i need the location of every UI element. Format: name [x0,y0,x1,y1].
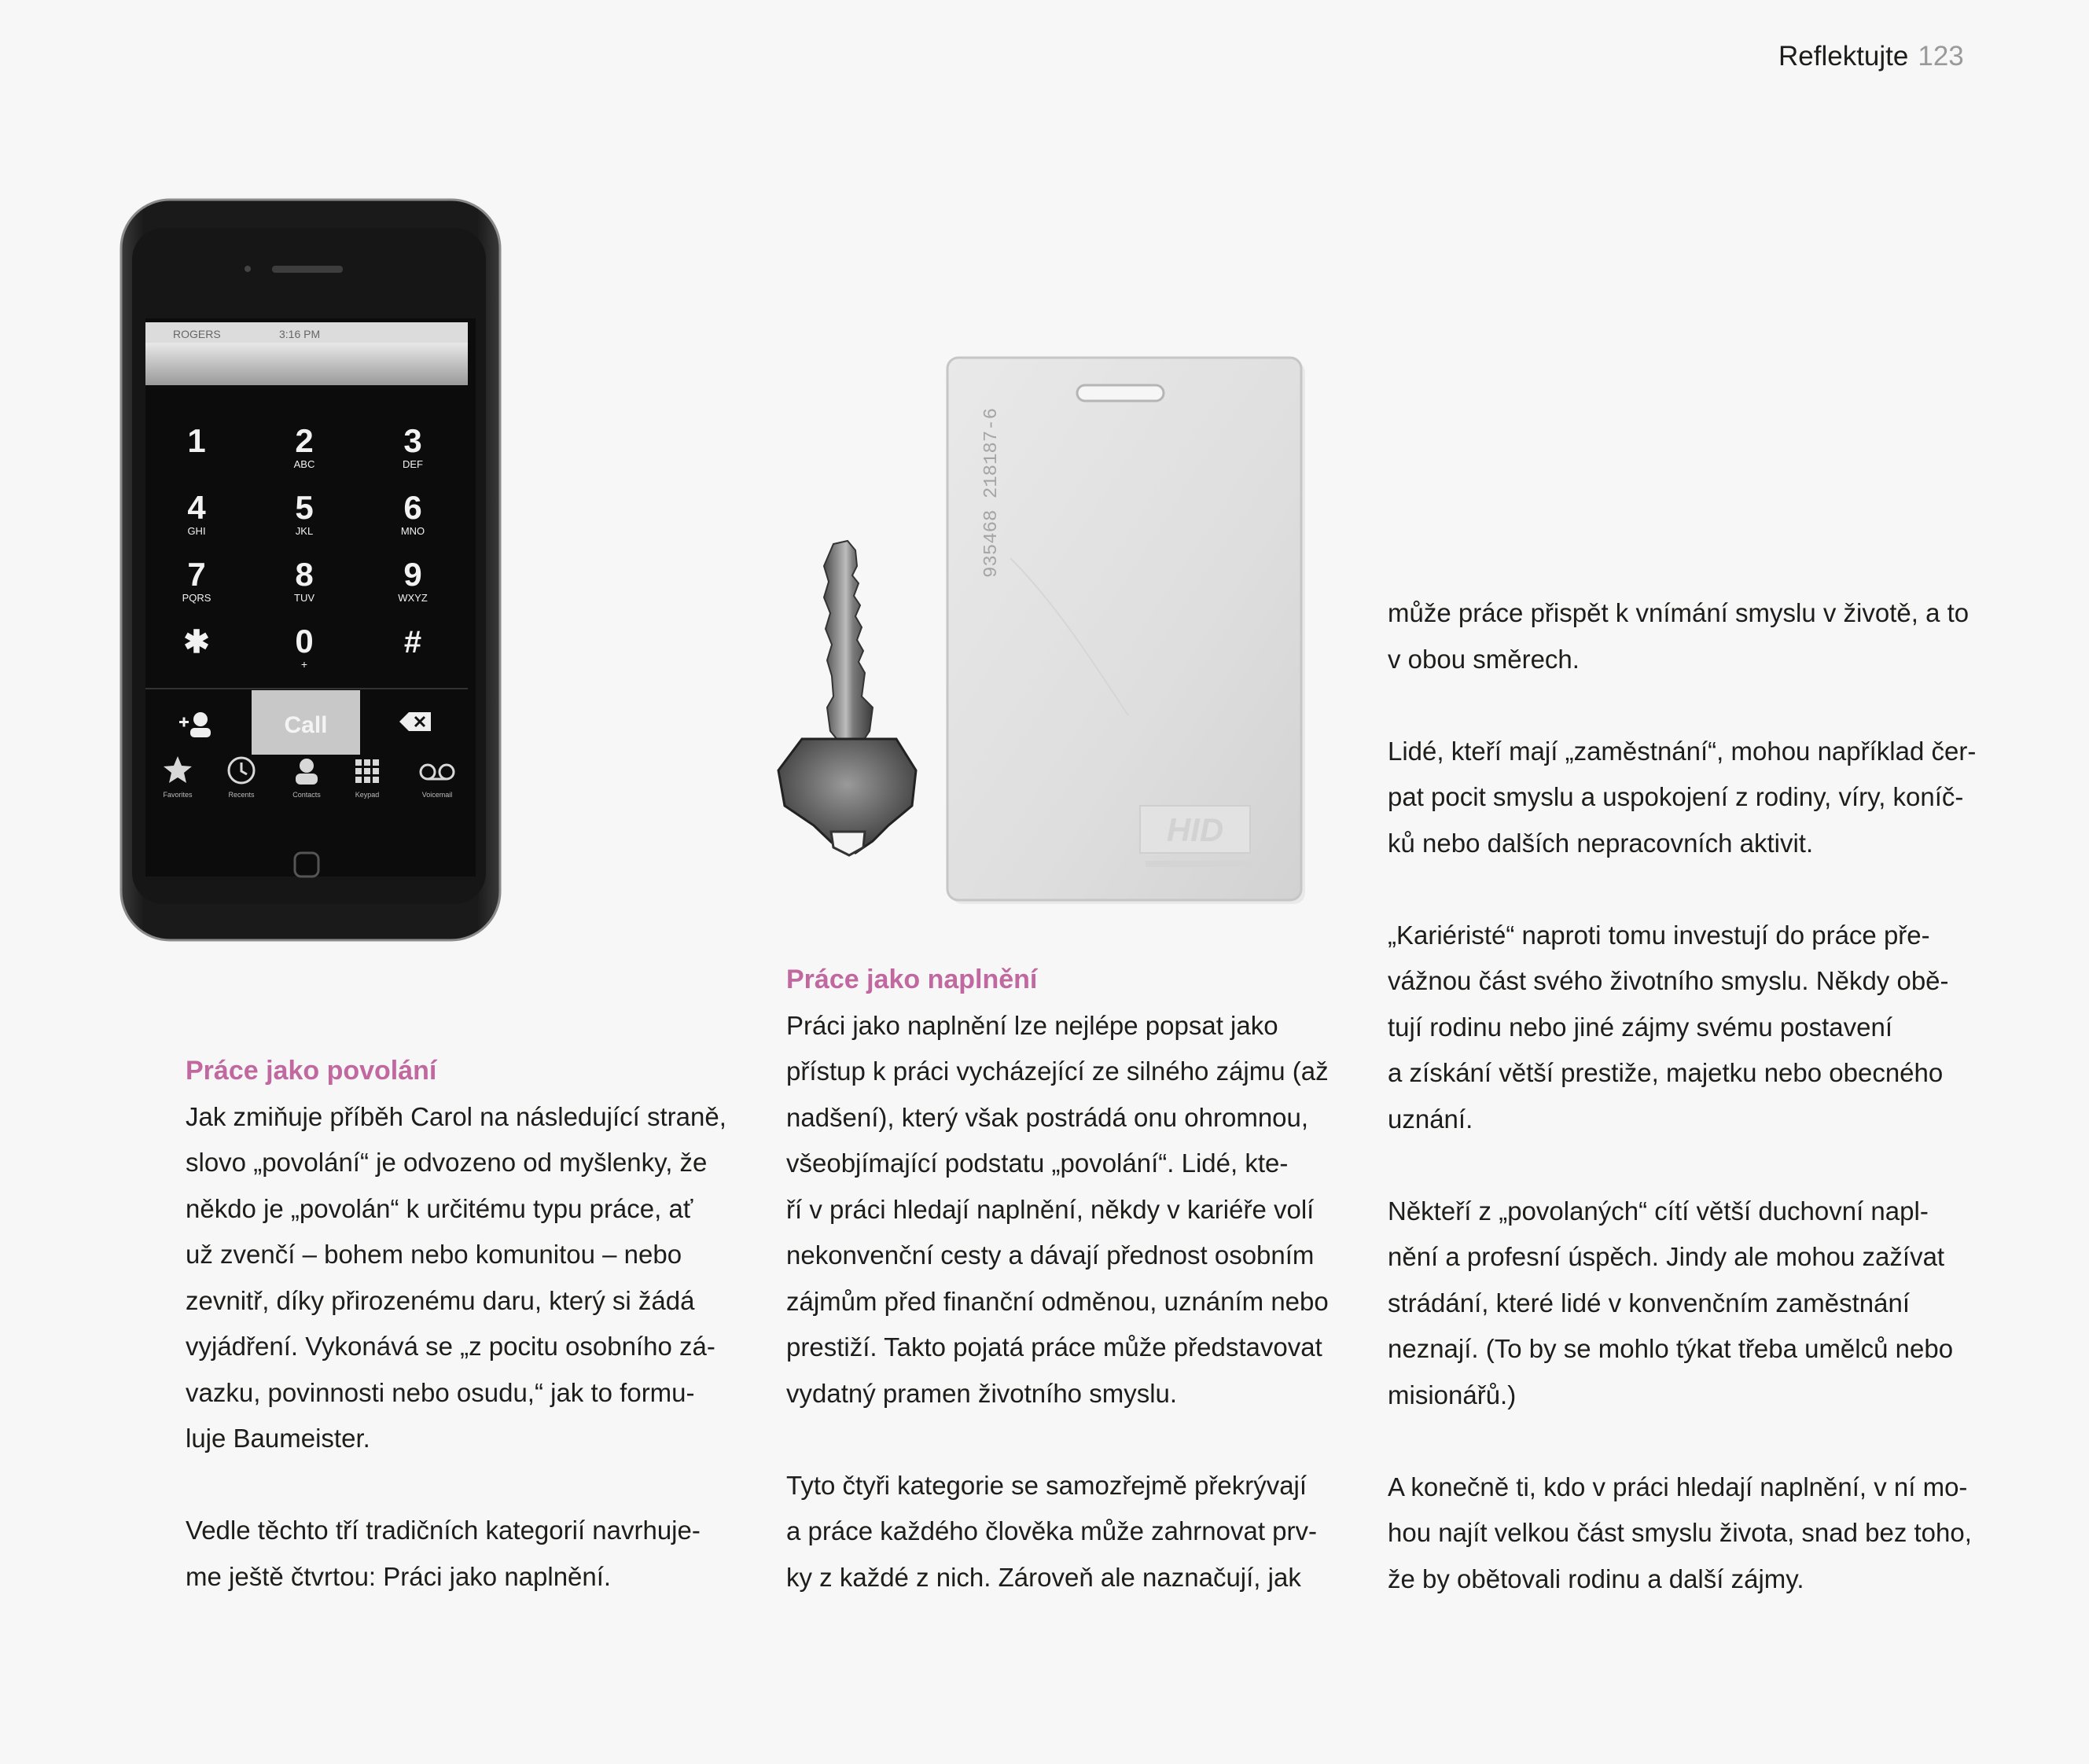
text-line: nadšení), který však postrádá onu ohromnou, [786,1102,1309,1132]
key-letters: MNO [400,525,425,537]
hid-logo-text: HID [1166,811,1224,848]
text-line: a práce každého člověka může zahrnovat prv- [786,1516,1318,1545]
key-digit: 7 [187,556,206,593]
text-line: neznají. (To by se mohlo týkat třeba umělců nebo [1388,1334,1954,1363]
text-line: zevnitř, díky přirozenému daru, který si žádá [186,1285,695,1315]
text-line: Lidé, kteří mají „zaměstnání“, mohou například čer- [1388,736,1977,766]
text-line: Vedle těchto tří tradičních kategorií navrhuje- [186,1516,701,1545]
tab-label: Contacts [292,791,321,799]
key-digit: ✱ [183,625,210,660]
key-digit: 8 [295,556,314,593]
key-letters: + [300,658,308,671]
status-time: 3:16 PM [279,328,321,340]
text-line: že by obětovali rodinu a další zájmy. [1388,1564,1804,1593]
text-line: strádání, které lidé v konvenčním zaměstnání [1388,1288,1910,1317]
key-letters: ABC [293,458,315,470]
text-line: vážnou část svého životního smyslu. Někdy obě- [1388,966,1949,995]
key-letters: WXYZ [398,592,428,604]
card-slot [1077,385,1164,401]
text-line: ků nebo dalších nepracovních aktivit. [1388,828,1814,858]
section-title: Reflektujte [1778,41,1909,72]
column-middle [786,957,1329,1600]
text-line: zájmům před finanční odměnou, uznáním nebo [786,1286,1329,1316]
keypad-tab-icon [355,759,379,783]
tab-label: Recents [228,791,255,799]
text-line: vydatný pramen životního smyslu. [786,1378,1178,1408]
text-line: luje Baumeister. [186,1424,370,1453]
text-line: všeobjímající podstatu „povolání“. Lidé, kte- [786,1148,1289,1178]
text-line: Někteří z „povolaných“ cítí větší duchovní napl- [1388,1196,1929,1226]
section-heading: Práce jako povolání [186,1056,437,1086]
text-line: někdo je „povolán“ k určitému typu práce, ať [186,1193,693,1223]
text-line: vazku, povinnosti nebo osudu,“ jak to formu- [186,1377,695,1407]
key-letters: TUV [294,592,314,604]
status-carrier: ROGERS [173,328,221,340]
key-digit: # [403,625,422,660]
tab-label: Keypad [355,791,380,799]
text-line: a získání větší prestiže, majetku nebo obecného [1388,1058,1944,1087]
text-line: me ještě čtvrtou: Práci jako naplnění. [186,1561,612,1591]
key-digit: 2 [295,422,314,459]
text-line: prestiží. Takto pojatá práce může představovat [786,1332,1322,1362]
section-heading: Práce jako naplnění [786,965,1038,994]
text-line: A konečně ti, kdo v práci hledají naplnění, v ní mo- [1388,1472,1968,1501]
text-line: už zvenčí – bohem nebo komunitou – nebo [186,1240,682,1269]
key-letters: GHI [187,525,206,537]
text-line: Jak zmiňuje příběh Carol na následující straně, [186,1101,726,1131]
tab-label: Favorites [163,791,193,799]
key-letters: JKL [295,525,314,537]
key-hole [831,832,865,855]
text-line: přístup k práci vycházející ze silného zájmu (až [786,1057,1329,1086]
key-letters: PQRS [182,592,211,604]
text-line: vyjádření. Vykonává se „z pocitu osobního zá- [186,1332,715,1361]
text-line: misionářů.) [1388,1380,1517,1409]
text-line: ky z každé z nich. Zároveň ale naznačují, jak [786,1562,1301,1592]
text-line: v obou směrech. [1388,644,1580,674]
tab-label: Voicemail [421,791,453,799]
card-number: 935468 218187-6 [981,407,1002,578]
key-letters: DEF [403,458,423,470]
text-line: může práce přispět k vnímání smyslu v životě, a to [1388,598,1969,627]
text-line: nění a profesní úspěch. Jindy ale mohou zažívat [1388,1242,1945,1271]
text-line: Práci jako naplnění lze nejlépe popsat jako [786,1010,1278,1040]
page-number: 123 [1918,41,1964,72]
column-right [1388,590,1976,1602]
key-digit: 9 [403,556,422,593]
access-card-photo [940,354,1313,912]
key-digit: 4 [187,489,206,526]
text-line: hou najít velkou část smyslu života, snad bez toho, [1388,1518,1972,1547]
key-photo [755,535,943,912]
key-digit: 3 [403,422,422,459]
key-digit: 6 [403,489,422,526]
key-digit: 5 [295,489,314,526]
text-line: tují rodinu nebo jiné zájmy svému postavení [1388,1012,1893,1042]
text-line: nekonvenční cesty a dávají přednost osobním [786,1240,1315,1270]
text-line: ří v práci hledají naplnění, někdy v kariéře volí [786,1194,1315,1224]
text-line: slovo „povolání“ je odvozeno od myšlenky, že [186,1148,708,1177]
text-line: pat pocit smyslu a uspokojení z rodiny, víry, koníč- [1388,782,1964,811]
column-left [186,1048,726,1600]
text-line: Tyto čtyři kategorie se samozřejmě překrývají [786,1470,1307,1500]
text-line: uznání. [1388,1104,1473,1134]
text-line: „Kariéristé“ naproti tomu investují do práce pře- [1388,920,1930,950]
key-digit: 0 [295,623,314,660]
key-digit: 1 [187,422,206,459]
smartphone-photo [118,197,503,943]
running-header [1778,41,1964,72]
call-label: Call [284,712,328,738]
